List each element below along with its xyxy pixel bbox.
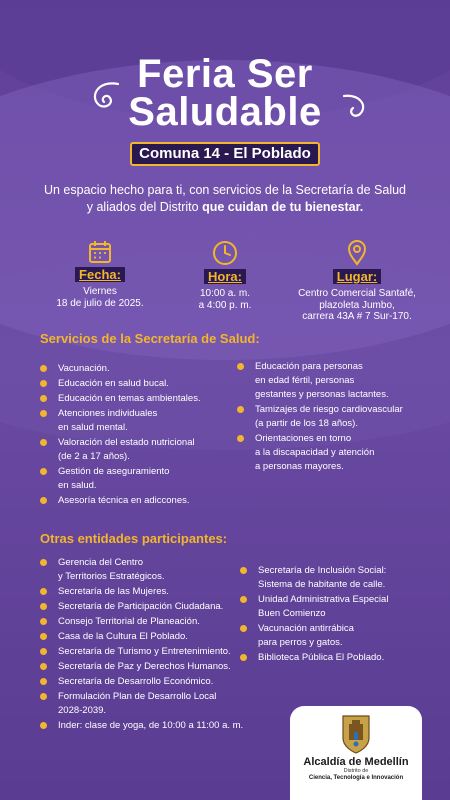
lugar-line-1: Centro Comercial Santafé,: [298, 288, 416, 299]
list-item: Educación para personas en edad fértil, personas gestantes y personas lactantes.: [237, 360, 437, 402]
page-title: [0, 52, 450, 134]
list-item: Vacunación.: [40, 362, 240, 376]
info-hora: [185, 240, 265, 311]
list-item: Vacunación antirrábica para perros y gatos.: [240, 622, 440, 650]
list-item: Educación en salud bucal.: [40, 377, 240, 391]
fecha-line-2: 18 de julio de 2025.: [56, 297, 144, 309]
hora-line-2: a 4:00 p. m.: [198, 299, 252, 311]
list-item: Biblioteca Pública El Poblado.: [240, 651, 440, 665]
otras-list-right: [240, 564, 440, 666]
intro-bold: que cuidan de tu bienestar.: [202, 200, 364, 214]
list-item: Orientaciones en torno a la discapacidad y atención a personas mayores.: [237, 432, 437, 474]
hora-label: Hora:: [204, 269, 246, 284]
list-item: Gestión de aseguramiento en salud.: [40, 465, 240, 493]
list-item: Secretaría de Inclusión Social: Sistema de habitante de calle.: [240, 564, 440, 592]
calendar-icon: [88, 240, 112, 264]
list-item: Secretaría de las Mujeres.: [40, 585, 255, 599]
city-shield-icon: [341, 714, 371, 754]
title-line-1: Feria Ser: [137, 52, 313, 96]
logo-dist: Distrito de: [343, 768, 369, 774]
info-fecha: [50, 240, 150, 309]
fecha-line-1: Viernes: [83, 286, 117, 297]
servicios-title: Servicios de la Secretaría de Salud:: [40, 331, 260, 346]
logo-dist2: Ciencia, Tecnología e Innovación: [308, 775, 404, 781]
lugar-label: Lugar:: [333, 269, 381, 284]
otras-list-left: [40, 556, 255, 734]
list-item: Gerencia del Centro y Territorios Estratégicos.: [40, 556, 255, 584]
list-item: Casa de la Cultura El Poblado.: [40, 630, 255, 644]
list-item: Secretaría de Paz y Derechos Humanos.: [40, 660, 255, 674]
list-item: Unidad Administrativa Especial Buen Comienzo: [240, 593, 440, 621]
subtitle-badge: Comuna 14 - El Poblado: [130, 142, 320, 166]
alcaldia-logo: [290, 706, 422, 800]
logo-org: Alcaldía de Medellín: [303, 756, 409, 768]
list-item: Tamizajes de riesgo cardiovascular (a partir de los 18 años).: [237, 403, 437, 431]
intro-regular: Un espacio hecho para ti, con servicios de la Secretaría de Salud y aliados del Distrito: [43, 183, 406, 214]
otras-title: Otras entidades participantes:: [40, 531, 228, 546]
servicios-list-left: [40, 362, 240, 509]
title-line-2: Saludable: [128, 90, 322, 134]
list-item: Inder: clase de yoga, de 10:00 a 11:00 a. m.: [40, 719, 255, 733]
location-pin-icon: [345, 240, 369, 266]
info-lugar: [292, 240, 422, 323]
list-item: Educación en temas ambientales.: [40, 392, 240, 406]
servicios-list-right: [237, 360, 437, 475]
list-item: Consejo Territorial de Planeación.: [40, 615, 255, 629]
list-item: Atenciones individuales en salud mental.: [40, 407, 240, 435]
fecha-label: Fecha:: [75, 267, 125, 282]
list-item: Secretaría de Desarrollo Económico.: [40, 675, 255, 689]
list-item: Secretaría de Participación Ciudadana.: [40, 600, 255, 614]
hora-line-1: 10:00 a. m.: [199, 288, 251, 299]
list-item: Asesoría técnica en adiccones.: [40, 494, 240, 508]
swirl-right-icon: [340, 92, 370, 122]
lugar-line-3: carrera 43A # 7 Sur-170.: [302, 311, 412, 322]
intro-text: [40, 182, 410, 216]
lugar-line-2: plazoleta Jumbo,: [319, 299, 395, 311]
list-item: Formulación Plan de Desarrollo Local 2028-2039.: [40, 690, 255, 718]
list-item: Secretaría de Turismo y Entretenimiento.: [40, 645, 255, 659]
list-item: Valoración del estado nutricional (de 2 a 17 años).: [40, 436, 240, 464]
clock-icon: [212, 240, 238, 266]
